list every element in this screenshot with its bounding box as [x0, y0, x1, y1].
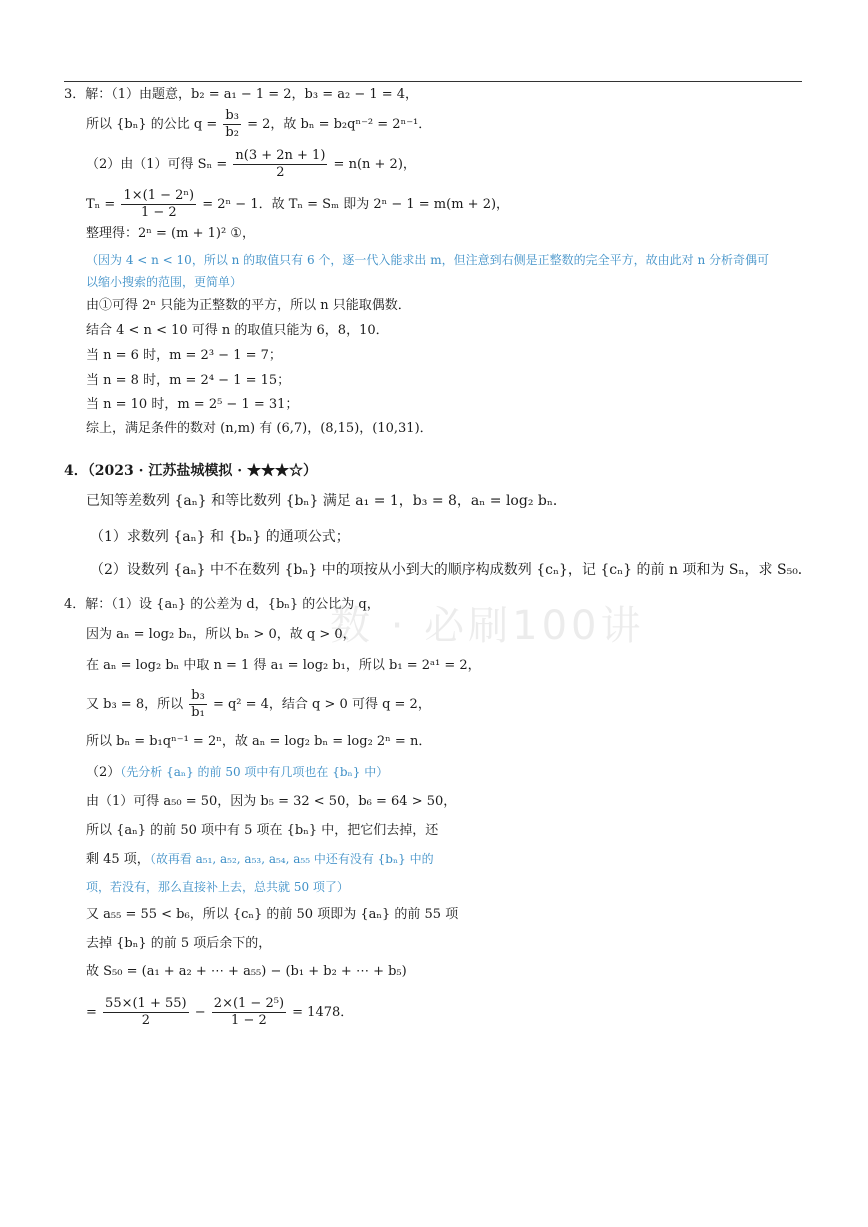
sol3-line4-a: Tₙ =: [86, 197, 116, 212]
q4-part2: （2）设数列 {aₙ} 中不在数列 {bₙ} 中的项按从小到大的顺序构成数列 {cₙ}，记 {cₙ} 的前 n 项和为 Sₙ，求 S₅₀．: [90, 562, 812, 578]
sol3-ratio-fraction: [223, 108, 241, 141]
sol4-sum1-fraction: [103, 996, 189, 1029]
sol4-line7: 所以 {aₙ} 的前 50 项中有 5 项在 {bₙ} 中，把它们去掉，还: [86, 823, 439, 838]
sol4-line2: 因为 aₙ = log₂ bₙ，所以 bₙ > 0，故 q > 0，: [86, 627, 356, 642]
sol3-line4-b: = 2ⁿ − 1．故 Tₙ = Sₘ 即为 2ⁿ − 1 = m(m + 2)，: [202, 197, 510, 212]
sol4-line3: 在 aₙ = log₂ bₙ 中取 n = 1 得 a₁ = log₂ b₁，所以 b₁ = 2ᵃ¹ = 2，: [86, 658, 481, 673]
sol3-line2-a: 所以 {bₙ} 的公比 q =: [86, 117, 218, 132]
fraction-numerator: 2×(1 − 2⁵): [213, 996, 285, 1011]
sol3-line3-a: （2）由（1）可得 Sₙ =: [86, 157, 228, 172]
fraction-numerator: 1×(1 − 2ⁿ): [123, 188, 195, 203]
sol3-line4: [86, 188, 509, 221]
sol4-line9: 又 a₅₅ = 55 < b₆，所以 {cₙ} 的前 50 项即为 {aₙ} 的前 55 项: [86, 907, 459, 922]
sol4-line12: [86, 996, 353, 1029]
fraction-denominator: 1 − 2: [140, 205, 177, 220]
q4-part1: （1）求数列 {aₙ} 和 {bₙ} 的通项公式；: [90, 529, 350, 545]
sol4-line11: 故 S₅₀ = (a₁ + a₂ + ⋯ + a₅₅) − (b₁ + b₂ + ⋯ + b₅): [86, 964, 407, 979]
sol3-line7: 结合 4 < n < 10 可得 n 的取值只能为 6，8，10．: [86, 323, 389, 338]
sol3-tn-fraction: [121, 188, 196, 221]
fraction-denominator: 2: [276, 165, 285, 180]
fraction-numerator: n(3 + 2n + 1): [235, 148, 326, 163]
sol4-sum2-fraction: [212, 996, 286, 1029]
q4-statement: 已知等差数列 {aₙ} 和等比数列 {bₙ} 满足 a₁ = 1，b₃ = 8，aₙ = log₂ bₙ．: [86, 493, 567, 509]
fraction-denominator: 1 − 2: [231, 1013, 267, 1028]
sol3-line2-b: = 2，故 bₙ = b₂qⁿ⁻² = 2ⁿ⁻¹．: [247, 117, 432, 132]
sol3-line5: 整理得：2ⁿ = (m + 1)² ①，: [86, 226, 255, 241]
sol3-hint-line2: 以缩小搜索的范围，更简单）: [86, 275, 243, 289]
fraction-denominator: 2: [141, 1013, 150, 1028]
sol4-line8: [86, 850, 434, 869]
sol4-result: = 1478．: [292, 1005, 354, 1020]
sol3-line2: [86, 108, 431, 141]
sol3-line8: 当 n = 6 时，m = 2³ − 1 = 7；: [86, 348, 282, 363]
fraction-numerator: b₃: [191, 688, 205, 703]
sol4-line5: 所以 bₙ = b₁qⁿ⁻¹ = 2ⁿ，故 aₙ = log₂ bₙ = log₂ 2ⁿ = n．: [86, 734, 432, 749]
watermark: 数 · 必刷100讲: [330, 603, 645, 649]
sol4-hint3-start: （故再看 a₅₁, a₅₂, a₅₃, a₅₄, a₅₅ 中还有没有 {bₙ} 中的: [149, 852, 434, 866]
fraction-numerator: 55×(1 + 55): [105, 996, 187, 1011]
sol4-hint3-end: 项，若没有，那么直接补上去，总共就 50 项了）: [86, 880, 349, 894]
sol4-line4-b: = q² = 4，结合 q > 0 可得 q = 2，: [212, 697, 431, 712]
minus-sign: −: [194, 1005, 206, 1020]
sol3-line11: 综上，满足条件的数对 (n,m) 有 (6,7)，(8,15)，(10,31)．: [86, 421, 433, 436]
sol4-line4: [86, 688, 431, 721]
sol3-line10: 当 n = 10 时，m = 2⁵ − 1 = 31；: [86, 397, 299, 412]
equals-sign: =: [86, 1005, 97, 1020]
sol4-hint2: （先分析 {aₙ} 的前 50 项中有几项也在 {bₙ} 中）: [120, 765, 389, 779]
sol4-line10: 去掉 {bₙ} 的前 5 项后余下的，: [86, 936, 272, 951]
sol4-hint2-line: [86, 763, 388, 782]
sol3-line9: 当 n = 8 时，m = 2⁴ − 1 = 15；: [86, 373, 291, 388]
sol3-line6: 由①可得 2ⁿ 只能为正整数的平方，所以 n 只能取偶数．: [86, 298, 411, 313]
sol4-part2-label: （2）: [86, 765, 121, 780]
sol4-line6: 由（1）可得 a₅₀ = 50，因为 b₅ = 32 < 50，b₆ = 64 > 50，: [86, 794, 457, 809]
sol3-hint-line1: （因为 4 < n < 10，所以 n 的取值只有 6 个，逐一代入能求出 m，但注意到右侧是正整数的完全平方，故由此对 n 分析奇偶可: [86, 253, 769, 267]
sol4-line1: 4．解：（1）设 {aₙ} 的公差为 d，{bₙ} 的公比为 q，: [64, 597, 380, 612]
q4-title: 4．（2023 · 江苏盐城模拟 · ★★★☆）: [64, 463, 317, 479]
header-rule: [64, 81, 802, 82]
fraction-denominator: b₁: [191, 705, 205, 720]
sol3-line1: 3．解：（1）由题意，b₂ = a₁ − 1 = 2，b₃ = a₂ − 1 = 4，: [64, 87, 419, 102]
sol4-line4-a: 又 b₃ = 8，所以: [86, 697, 184, 712]
sol4-line8-a: 剩 45 项，: [86, 852, 150, 867]
sol4-ratio-fraction: [189, 688, 207, 721]
fraction-numerator: b₃: [225, 108, 239, 123]
fraction-denominator: b₂: [225, 125, 239, 140]
sol3-sn-fraction: [233, 148, 327, 181]
sol3-line3: [86, 148, 416, 181]
sol3-line3-b: = n(n + 2)，: [333, 157, 416, 172]
